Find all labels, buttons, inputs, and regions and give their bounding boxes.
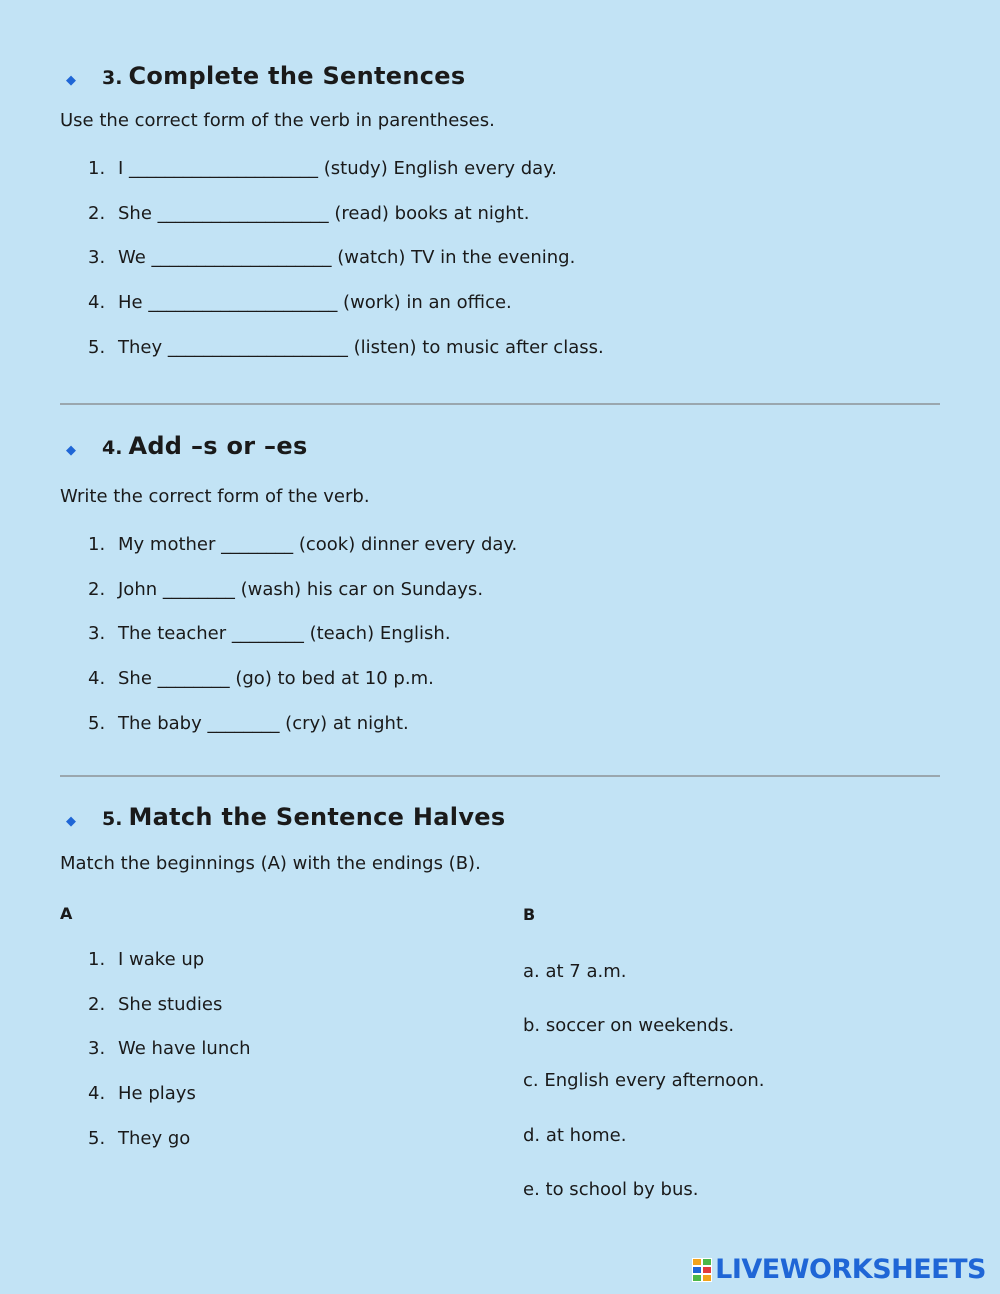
list-item[interactable]: 4. He plays xyxy=(88,1082,196,1104)
list-item[interactable]: c. English every afternoon. xyxy=(523,1069,765,1091)
column-b-label: B xyxy=(523,905,536,924)
list-item[interactable]: 4. He _____________________ (work) in an office. xyxy=(88,291,512,313)
diamond-bullet-icon: ◆ xyxy=(66,814,76,829)
list-item[interactable]: 5. The baby ________ (cry) at night. xyxy=(88,712,409,734)
section-title: Complete the Sentences xyxy=(128,62,466,90)
liveworksheets-logo-icon xyxy=(692,1258,712,1282)
column-a-label: A xyxy=(60,904,73,923)
list-item[interactable]: a. at 7 a.m. xyxy=(523,960,627,982)
list-item[interactable]: 3. The teacher ________ (teach) English. xyxy=(88,623,451,645)
diamond-bullet-icon: ◆ xyxy=(66,73,76,88)
section-number: 3. xyxy=(102,67,123,89)
column-b-list xyxy=(523,944,764,1217)
logo-text: LIVEWORKSHEETS xyxy=(715,1254,986,1285)
list-item[interactable]: 5. They go xyxy=(88,1127,191,1149)
section-number: 4. xyxy=(102,437,123,459)
section-3-header xyxy=(60,62,940,96)
section-instruction: Write the correct form of the verb. xyxy=(60,486,370,507)
column-a-list xyxy=(60,937,500,1160)
list-item[interactable]: e. to school by bus. xyxy=(523,1179,699,1201)
list-item[interactable]: 5. They ____________________ (listen) to music after class. xyxy=(88,336,604,358)
diamond-bullet-icon: ◆ xyxy=(66,443,76,458)
section-4 xyxy=(60,432,940,745)
exercise-list xyxy=(60,522,940,745)
section-instruction: Match the beginnings (A) with the endings (B). xyxy=(60,853,481,874)
list-item[interactable]: 2. John ________ (wash) his car on Sundays. xyxy=(88,578,484,600)
list-item[interactable]: 3. We ____________________ (watch) TV in the evening. xyxy=(88,247,576,269)
section-divider xyxy=(60,775,940,777)
section-3 xyxy=(60,62,940,369)
list-item[interactable]: 2. She ___________________ (read) books at night. xyxy=(88,202,530,224)
section-4-header xyxy=(60,432,940,466)
list-item[interactable]: 2. She studies xyxy=(88,993,223,1015)
exercise-list xyxy=(60,146,940,369)
liveworksheets-logo[interactable] xyxy=(692,1254,986,1285)
section-5 xyxy=(60,803,940,881)
list-item[interactable]: b. soccer on weekends. xyxy=(523,1015,735,1037)
section-5-header xyxy=(60,803,940,837)
list-item[interactable]: d. at home. xyxy=(523,1124,627,1146)
section-instruction: Use the correct form of the verb in parentheses. xyxy=(60,110,495,131)
section-title: Match the Sentence Halves xyxy=(128,803,506,831)
list-item[interactable]: 1. I _____________________ (study) English every day. xyxy=(88,157,557,179)
section-number: 5. xyxy=(102,808,123,830)
list-item[interactable]: 3. We have lunch xyxy=(88,1038,251,1060)
section-title: Add –s or –es xyxy=(128,432,308,460)
list-item[interactable]: 1. My mother ________ (cook) dinner every day. xyxy=(88,533,518,555)
list-item[interactable]: 4. She ________ (go) to bed at 10 p.m. xyxy=(88,667,434,689)
section-divider xyxy=(60,403,940,405)
list-item[interactable]: 1. I wake up xyxy=(88,948,205,970)
